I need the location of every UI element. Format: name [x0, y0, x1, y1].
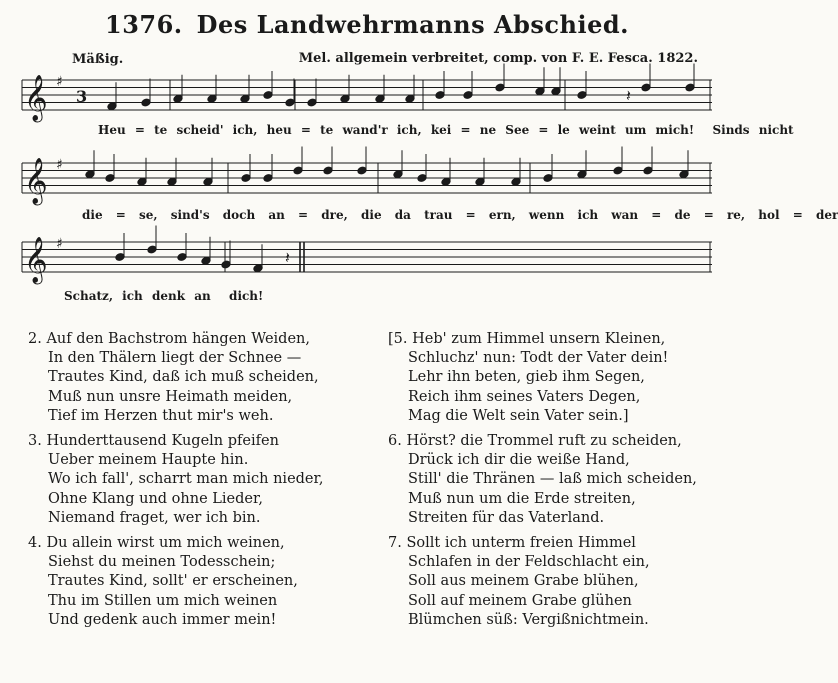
melody-credit: Mel. allgemein verbreitet, comp. von F. E. Fesca. 1822.: [298, 51, 698, 66]
verse-line: Trautes Kind, sollt' er erscheinen,: [48, 573, 298, 590]
rest-icon: 𝄽: [285, 248, 290, 267]
sharp-icon: ♯: [56, 236, 63, 252]
rest-icon: 𝄽: [626, 86, 631, 105]
staves: [22, 80, 712, 272]
verse-line: Muß nun um die Erde streiten,: [408, 490, 636, 507]
treble-clef-icon: 𝄞: [24, 75, 48, 121]
verse-line: Blümchen süß: Vergißnichtmein.: [408, 611, 649, 628]
verse-line: 2. Auf den Bachstrom hängen Weiden,: [28, 331, 310, 347]
verse-4: [28, 534, 378, 630]
verse-line: [5. Heb' zum Himmel unsern Kleinen,: [388, 331, 666, 347]
verse-line: Und gedenk auch immer mein!: [48, 611, 277, 628]
verse-line: Schluchz' nun: Todt der Vater dein!: [408, 350, 669, 367]
lyrics-line-3: Schatz, ich denk an dich!: [64, 289, 264, 303]
verse-line: Wo ich fall', scharrt man mich nieder,: [48, 471, 324, 488]
verse-6: [388, 432, 728, 528]
verse-line: Lehr ihn beten, gieb ihm Segen,: [408, 369, 645, 386]
verse-line: Reich ihm seines Vaters Degen,: [408, 388, 641, 405]
verse-line: Still' die Thränen — laß mich scheiden,: [408, 471, 697, 488]
time-signature: 3: [76, 87, 88, 106]
sharp-icon: ♯: [56, 157, 63, 173]
sharp-icon: ♯: [56, 74, 63, 90]
tempo-marking: Mäßig.: [72, 52, 124, 67]
verse-line: Trautes Kind, daß ich muß scheiden,: [48, 369, 319, 386]
verse-line: Soll aus meinem Grabe blühen,: [408, 573, 639, 590]
verse-2: [28, 330, 378, 426]
music-notation: [0, 0, 734, 330]
verses-left-column: [28, 330, 378, 636]
verse-line: Siehst du meinen Todesschein;: [48, 554, 276, 571]
verse-line: Streiten für das Vaterland.: [408, 509, 605, 526]
verse-line: 3. Hunderttausend Kugeln pfeifen: [28, 433, 279, 450]
verse-line: Ueber meinem Haupte hin.: [48, 452, 249, 469]
verse-5: [388, 330, 728, 426]
verses-right-column: [388, 330, 728, 636]
verse-line: Ohne Klang und ohne Lieder,: [48, 490, 263, 507]
lyrics-line-1: Heu = te scheid' ich, heu = te wand'r ich, kei = ne See = le weint um mich! Sinds nicht: [98, 123, 794, 137]
verse-line: Thu im Stillen um mich weinen: [48, 592, 278, 609]
treble-clef-icon: 𝄞: [24, 237, 48, 283]
verse-line: Niemand fraget, wer ich bin.: [48, 509, 261, 526]
song-number: 1376.: [105, 10, 183, 39]
verse-line: Drück ich dir die weiße Hand,: [408, 452, 630, 469]
verse-line: 4. Du allein wirst um mich weinen,: [28, 535, 285, 552]
verse-line: Schlafen in der Feldschlacht ein,: [408, 554, 650, 571]
verse-3: [28, 432, 378, 528]
verse-7: [388, 534, 728, 630]
notes: [24, 64, 695, 286]
verse-line: Mag die Welt sein Vater sein.]: [408, 407, 629, 424]
treble-clef-icon: 𝄞: [24, 158, 48, 204]
verse-line: Soll auf meinem Grabe glühen: [408, 592, 632, 609]
verse-line: 7. Sollt ich unterm freien Himmel: [388, 535, 636, 552]
lyrics-line-2: die = se, sind's doch an = dre, die da trau = ern, wenn ich wan = de = re, hol = der: [82, 208, 838, 222]
verse-line: 6. Hörst? die Trommel ruft zu scheiden,: [388, 433, 682, 450]
song-title-text: Des Landwehrmanns Abschied.: [196, 10, 629, 39]
verse-line: Tief im Herzen thut mir's weh.: [48, 407, 274, 424]
verse-line: Muß nun unsre Heimath meiden,: [48, 388, 293, 405]
verse-line: In den Thälern liegt der Schnee —: [48, 350, 302, 367]
